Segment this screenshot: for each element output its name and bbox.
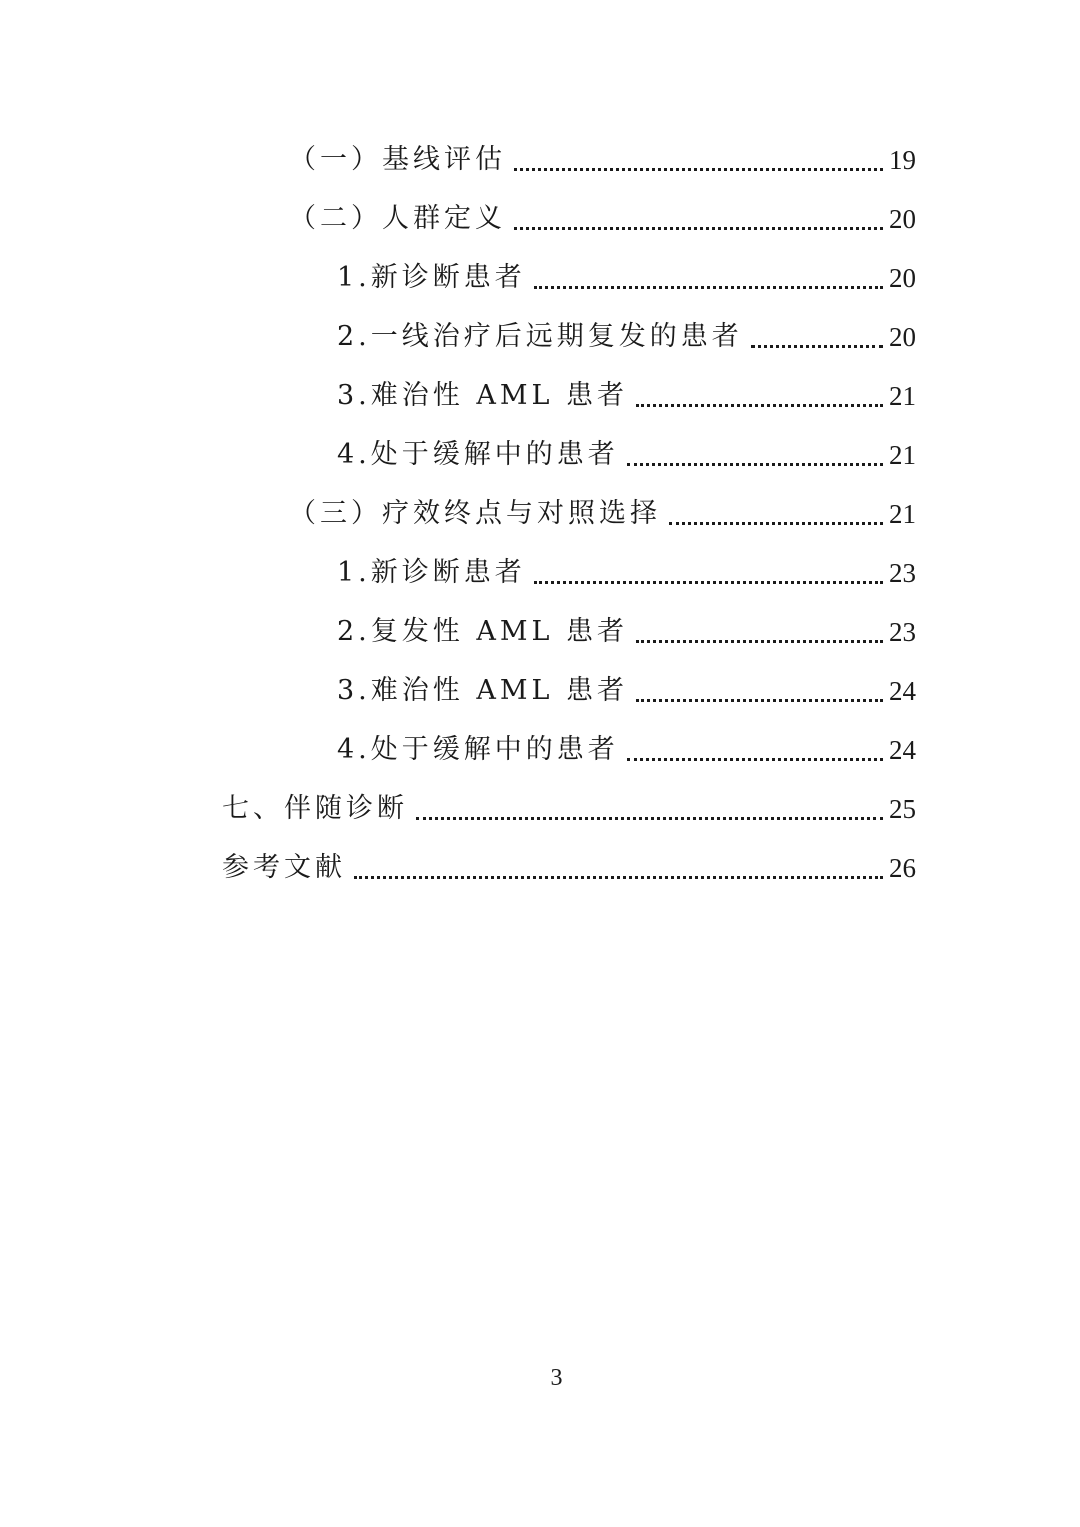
toc-entry-newly-diagnosed[interactable] [337, 258, 916, 298]
toc-leader-dots [514, 168, 883, 171]
toc-entry-relapsed-aml[interactable] [337, 612, 916, 652]
toc-entry-page: 23 [889, 617, 916, 647]
toc-entry-title: （一）基线评估 [289, 144, 506, 175]
toc-entry-endpoints-controls[interactable] [289, 494, 916, 534]
toc-entry-newly-diagnosed-2[interactable] [337, 553, 916, 593]
toc-entry-title: 4.处于缓解中的患者 [337, 734, 619, 765]
toc-leader-dots [636, 640, 883, 643]
toc-entry-page: 20 [889, 322, 916, 352]
toc-entry-page: 21 [889, 381, 916, 411]
toc-entry-refractory-aml-2[interactable] [337, 671, 916, 711]
toc-leader-dots [627, 758, 883, 761]
toc-entry-title: 3.难治性 AML 患者 [337, 675, 628, 706]
toc-entry-title: 1.新诊断患者 [337, 262, 526, 293]
toc-leader-dots [416, 817, 883, 820]
toc-leader-dots [354, 876, 883, 879]
toc-entry-population-definition[interactable] [289, 199, 916, 239]
toc-entry-title: 3.难治性 AML 患者 [337, 380, 628, 411]
toc-entry-title: 七、伴随诊断 [222, 793, 408, 824]
toc-leader-dots [534, 286, 883, 289]
toc-entry-late-relapse[interactable] [337, 317, 916, 357]
toc-entry-page: 24 [889, 735, 916, 765]
toc-entry-page: 26 [889, 853, 916, 883]
toc-entry-page: 24 [889, 676, 916, 706]
toc-entry-page: 25 [889, 794, 916, 824]
toc-entry-in-remission-2[interactable] [337, 730, 916, 770]
toc-entry-title: 2.复发性 AML 患者 [337, 616, 628, 647]
toc-leader-dots [751, 345, 883, 348]
toc-entry-page: 20 [889, 204, 916, 234]
page-number: 3 [550, 1365, 563, 1391]
toc-entry-companion-diagnostics[interactable] [222, 789, 916, 829]
toc-entry-page: 21 [889, 499, 916, 529]
toc-entry-title: 参考文献 [222, 852, 346, 883]
toc-leader-dots [636, 699, 883, 702]
toc-entry-title: 1.新诊断患者 [337, 557, 526, 588]
toc-leader-dots [514, 227, 883, 230]
toc-leader-dots [669, 522, 883, 525]
toc-entry-title: 4.处于缓解中的患者 [337, 439, 619, 470]
toc-leader-dots [534, 581, 883, 584]
toc-entry-page: 23 [889, 558, 916, 588]
toc-entry-page: 21 [889, 440, 916, 470]
toc-entry-title: （三）疗效终点与对照选择 [289, 498, 661, 529]
toc-entry-references[interactable] [222, 848, 916, 888]
toc-entry-page: 19 [889, 145, 916, 175]
toc-entry-title: 2.一线治疗后远期复发的患者 [337, 321, 743, 352]
toc-entry-baseline-assessment[interactable] [289, 140, 916, 180]
toc-leader-dots [627, 463, 883, 466]
toc-entry-in-remission[interactable] [337, 435, 916, 475]
toc-entry-title: （二）人群定义 [289, 203, 506, 234]
toc-entry-page: 20 [889, 263, 916, 293]
toc-leader-dots [636, 404, 883, 407]
toc-entry-refractory-aml[interactable] [337, 376, 916, 416]
